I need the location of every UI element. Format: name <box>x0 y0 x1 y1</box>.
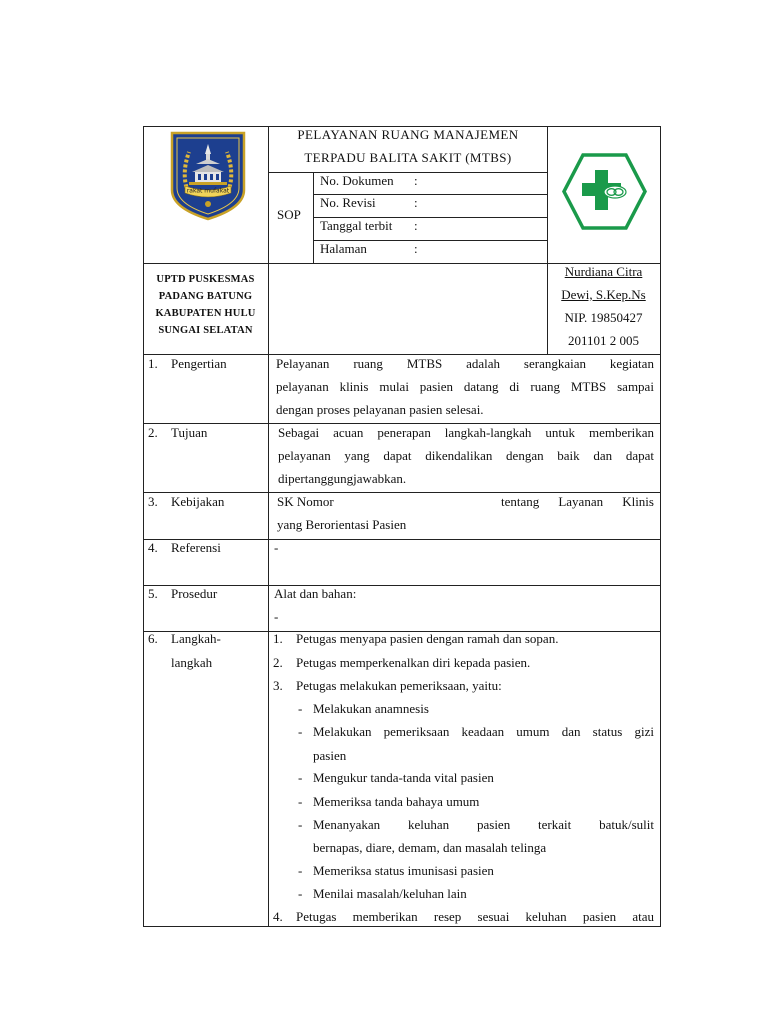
step-1-text: Petugas menyapa pasien dengan ramah dan sopan. <box>296 631 559 646</box>
meta-colon-halaman: : <box>414 241 418 256</box>
prosedur-line-1: Alat dan bahan: <box>274 586 357 601</box>
sub-bullet: - <box>298 770 303 785</box>
section-number-tujuan: 2. <box>148 425 158 440</box>
tujuan-line-2 <box>278 448 654 464</box>
regional-emblem-logo <box>169 130 247 222</box>
meta-colon-no-revisi: : <box>414 195 418 210</box>
word: datang <box>463 379 499 394</box>
word: umum <box>516 724 550 739</box>
word: pasien <box>419 379 454 394</box>
meta-label-tanggal-terbit: Tanggal terbit <box>320 218 393 233</box>
section-label-prosedur: Prosedur <box>171 586 218 601</box>
section-number-prosedur: 5. <box>148 586 158 601</box>
word: terkait <box>538 817 572 832</box>
puskesmas-health-logo <box>561 152 648 231</box>
word: adalah <box>466 356 501 371</box>
word: atau <box>632 909 654 924</box>
word: keluhan <box>525 909 567 924</box>
word: baik <box>557 448 580 463</box>
sub-step-2-line-1 <box>313 724 654 740</box>
word: MTBS <box>570 379 607 394</box>
sub-step-5-line-1 <box>313 817 654 833</box>
word: tentang <box>501 494 540 509</box>
word: status <box>592 724 623 739</box>
label-column-divider <box>268 126 269 927</box>
sop-label: SOP <box>277 207 301 222</box>
sub-bullet: - <box>298 724 303 739</box>
sub-step-7: Menilai masalah/keluhan lain <box>313 886 467 901</box>
sub-bullet: - <box>298 863 303 878</box>
kebijakan-sk-nomor: SK Nomor <box>277 494 334 509</box>
meta-label-halaman: Halaman <box>320 241 367 256</box>
step-4-line-1 <box>296 909 654 925</box>
word: acuan <box>333 425 364 440</box>
word: klinis <box>339 379 369 394</box>
row-divider-3 <box>143 492 661 493</box>
word: gizi <box>634 724 654 739</box>
word: ruang <box>530 379 560 394</box>
word: resep <box>433 909 462 924</box>
document-title-line-1: PELAYANAN RUANG MANAJEMEN <box>297 127 519 142</box>
sub-step-4: Memeriksa tanda bahaya umum <box>313 794 480 809</box>
sub-step-3: Mengukur tanda-tanda vital pasien <box>313 770 494 785</box>
row-divider-2 <box>143 423 661 424</box>
section-number-pengertian: 1. <box>148 356 158 371</box>
word: Melakukan <box>313 724 372 739</box>
word: dapat <box>625 448 654 463</box>
sub-bullet: - <box>298 794 303 809</box>
step-3-text: Petugas melakukan pemeriksaan, yaitu: <box>296 678 502 693</box>
step-2-text: Petugas memperkenalkan diri kepada pasien. <box>296 655 531 670</box>
word: memberikan <box>589 425 654 440</box>
row-divider-1 <box>143 354 661 355</box>
word: dan <box>561 724 581 739</box>
meta-colon-tanggal-terbit: : <box>414 218 418 233</box>
signer-nip-line-1: NIP. 19850427 <box>564 310 643 325</box>
org-name-line-3: KABUPATEN HULU <box>155 308 256 319</box>
emblem-banner-text: rakat mufakat <box>186 187 230 195</box>
sub-bullet: - <box>298 701 303 716</box>
word: di <box>509 379 520 394</box>
table-right-border <box>660 126 661 927</box>
word: memberikan <box>352 909 418 924</box>
referensi-value: - <box>274 540 279 555</box>
org-name-line-4: SUNGAI SELATAN <box>158 325 253 336</box>
pengertian-line-1 <box>276 356 654 372</box>
word: pelayanan <box>276 379 329 394</box>
pengertian-line-2 <box>276 379 654 395</box>
word: sesuai <box>477 909 510 924</box>
word: Petugas <box>296 909 337 924</box>
word: pemeriksaan <box>383 724 450 739</box>
word: ruang <box>353 356 383 371</box>
pengertian-line-3: dengan proses pelayanan pasien selesai. <box>276 402 484 417</box>
word: langkah-langkah <box>444 425 532 440</box>
meta-label-no-dokumen: No. Dokumen <box>320 173 394 188</box>
word: mulai <box>379 379 409 394</box>
kebijakan-line-1-right <box>501 494 654 510</box>
section-label-langkah-line-2: langkah <box>171 655 213 670</box>
sub-bullet: - <box>298 817 303 832</box>
word: dengan <box>506 448 544 463</box>
step-4-number: 4. <box>273 909 283 924</box>
section-label-kebijakan: Kebijakan <box>171 494 225 509</box>
word: dikendalikan <box>425 448 493 463</box>
sub-step-5-line-2: bernapas, diare, demam, dan masalah telinga <box>313 840 547 855</box>
row-divider-5 <box>143 585 661 586</box>
word: batuk/sulit <box>599 817 654 832</box>
meta-label-no-revisi: No. Revisi <box>320 195 376 210</box>
title-divider <box>269 172 547 173</box>
tujuan-line-3: dipertanggungjawabkan. <box>278 471 407 486</box>
org-name-line-2: PADANG BATUNG <box>158 291 253 302</box>
word: MTBS <box>406 356 443 371</box>
tujuan-line-1 <box>278 425 654 441</box>
signer-nip-line-2: 201101 2 005 <box>567 333 640 348</box>
section-label-referensi: Referensi <box>171 540 221 555</box>
document-title-line-2: TERPADU BALITA SAKIT (MTBS) <box>304 150 512 165</box>
word: Sebagai <box>278 425 320 440</box>
section-number-langkah: 6. <box>148 631 158 646</box>
step-1-number: 1. <box>273 631 283 646</box>
word: pasien <box>476 817 511 832</box>
word: kegiatan <box>609 356 654 371</box>
word: untuk <box>545 425 576 440</box>
prosedur-line-2: - <box>274 609 279 624</box>
word: dan <box>593 448 613 463</box>
word: pasien <box>582 909 617 924</box>
word: sampai <box>617 379 654 394</box>
meta-colon-no-dokumen: : <box>414 173 418 188</box>
table-left-border <box>143 126 144 927</box>
word: serangkaian <box>523 356 587 371</box>
section-label-pengertian: Pengertian <box>171 356 227 371</box>
signer-name-line-1: Nurdiana Citra <box>564 264 643 279</box>
word: Pelayanan <box>276 356 330 371</box>
sub-step-1: Melakukan anamnesis <box>313 701 429 716</box>
section-label-tujuan: Tujuan <box>171 425 208 440</box>
word: Layanan <box>558 494 604 509</box>
sub-step-6: Memeriksa status imunisasi pasien <box>313 863 494 878</box>
kebijakan-line-2: yang Berorientasi Pasien <box>277 517 407 532</box>
word: keadaan <box>461 724 505 739</box>
section-label-langkah-line-1: Langkah- <box>171 631 221 646</box>
sub-bullet: - <box>298 886 303 901</box>
word: pelayanan <box>278 448 331 463</box>
word: dapat <box>383 448 412 463</box>
table-bottom-border <box>143 926 661 927</box>
sub-step-2-line-2: pasien <box>313 748 347 763</box>
word: Menanyakan <box>313 817 381 832</box>
signer-name-line-2: Dewi, S.Kep.Ns <box>561 287 646 302</box>
section-number-referensi: 4. <box>148 540 158 555</box>
org-name-line-1: UPTD PUSKESMAS <box>156 274 255 285</box>
word: Klinis <box>622 494 654 509</box>
word: keluhan <box>407 817 450 832</box>
step-3-number: 3. <box>273 678 283 693</box>
step-2-number: 2. <box>273 655 283 670</box>
section-number-kebijakan: 3. <box>148 494 158 509</box>
word: yang <box>344 448 370 463</box>
word: penerapan <box>377 425 431 440</box>
sop-column-divider <box>313 172 314 263</box>
